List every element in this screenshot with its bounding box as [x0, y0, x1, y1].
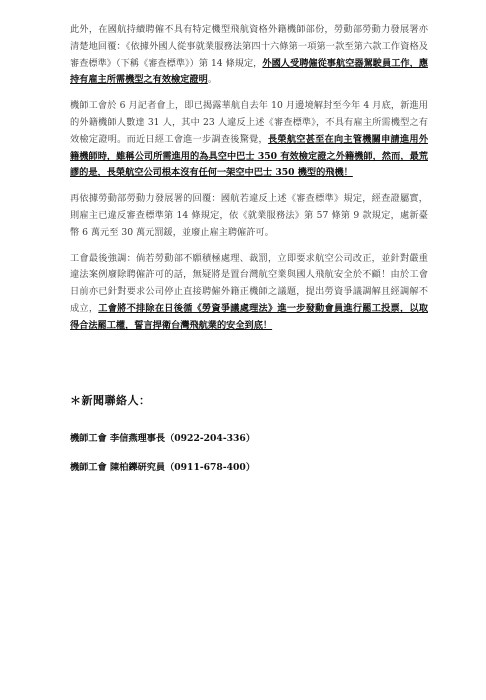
contact-line-chairman: 機師工會 李信燕理事長（0922-204-336） [70, 432, 256, 444]
spacer [70, 344, 428, 392]
contact-heading: ＊新聞聯絡人： [70, 393, 151, 407]
paragraph-3 [70, 191, 428, 241]
paragraph-text: 工會最後強調：倘若勞動部不願積極處理、裁罰，立即要求航空公司改正，並針對嚴重違法案例廢除聘僱許可的話，無疑將是置台灣航空業與國人飛航安全於不顧！由於工會日前亦已針對要求公司停止直接聘僱外籍正機師之議題，提出勞資爭議調解且經調解不成立， [70, 252, 428, 314]
paragraph-1 [70, 22, 428, 89]
document-body [70, 22, 428, 335]
emphasized-text: 外國人受聘僱從事航空器駕駛員工作，應持有雇主所需機型之有效檢定證明 [70, 57, 428, 86]
contact-line-researcher: 機師工會 陳柏鑠研究員（0911-678-400） [70, 461, 256, 473]
emphasized-text: 工會將不排除在日後循《勞資爭議處理法》進一步發動會員進行罷工投票，以取得合法罷工權，誓言捍衛台灣飛航業的安全到底！ [70, 302, 429, 331]
emphasized-text: 長榮航空甚至在向主管機關申請進用外籍機師時，雖稱公司所需進用的為具空中巴士 350 有效檢定證之外籍機師，然而，最荒謬的是，長榮航空公司根本沒有任何一架空中巴士 350 機型的飛機！ [70, 133, 429, 179]
paragraph-4 [70, 251, 428, 335]
paragraph-2 [70, 98, 428, 182]
paragraph-text: 再依據勞動部勞動力發展署的回覆：國航若違反上述《審查標準》規定，經查證屬實，則雇主已違反審查標準第 14 條規定，依《就業服務法》第 57 條第 9 款規定，處新臺幣 6 萬元至 30 萬元罰鍰，並廢止雇主聘僱許可。 [70, 193, 428, 238]
paragraph-text: 。 [207, 74, 217, 86]
paragraph-text: 機師工會於 6 月記者會上，即已揭露華航自去年 10 月邊境解封至今年 4 月底，新進用的外籍機師人數達 31 人，其中 23 人違反上述《審查標準》，不具有雇主所需機型之有效檢定證明。而近日經工會進一步調查後驚覺， [70, 100, 428, 145]
paragraph-text: 此外，在國航持續聘僱不具有特定機型飛航資格外籍機師部份，勞動部勞動力發展署亦清楚地回覆：《依據外國人從事就業服務法第四十六條第一項第一款至第六款工作資格及審查標準》（下稱《審查標準》）第 14 條規定， [70, 24, 428, 69]
